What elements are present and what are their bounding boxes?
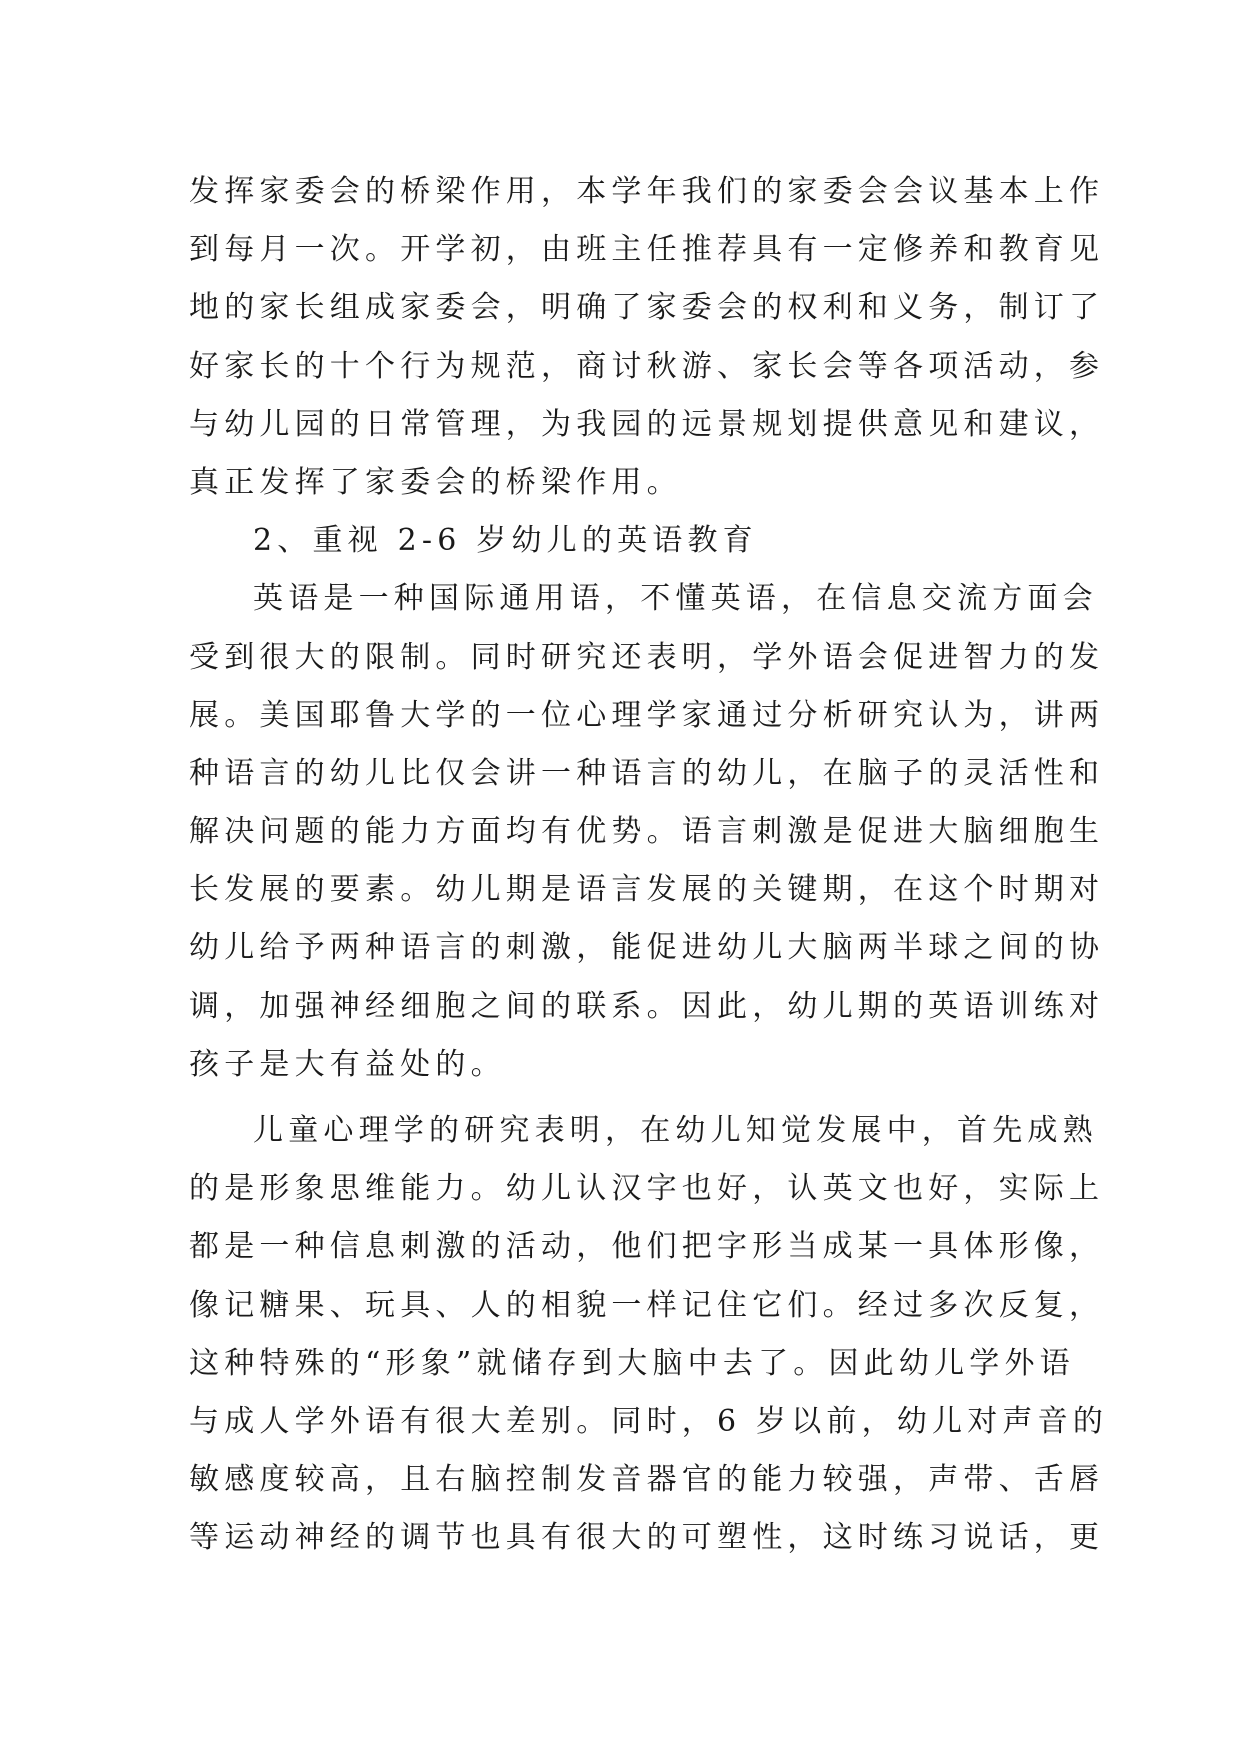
section-heading: 2、重视 2-6 岁幼儿的英语教育 (253, 523, 758, 559)
paragraph-child-psychology (189, 1102, 1109, 1568)
text-line: 英语是一种国际通用语，不懂英语，在信息交流方面会 (253, 581, 1098, 617)
text-line: 地的家长组成家委会，明确了家委会的权利和义务，制订了 (189, 290, 1105, 326)
text-line: 敏感度较高，且右脑控制发音器官的能力较强，声带、舌唇 (189, 1462, 1105, 1498)
text-line: 好家长的十个行为规范，商讨秋游、家长会等各项活动，参 (189, 348, 1105, 384)
text-line: 这种特殊的“形象”就储存到大脑中去了。因此幼儿学外语 (189, 1345, 1075, 1381)
text-line: 受到很大的限制。同时研究还表明，学外语会促进智力的发 (189, 639, 1105, 675)
paragraph-family-committee (189, 163, 1105, 512)
text-line: 的是形象思维能力。幼儿认汉字也好，认英文也好，实际上 (189, 1171, 1105, 1207)
text-line: 等运动神经的调节也具有很大的可塑性，这时练习说话，更 (189, 1520, 1105, 1556)
text-line: 发挥家委会的桥梁作用，本学年我们的家委会会议基本上作 (189, 174, 1105, 209)
text-line: 调，加强神经细胞之间的联系。因此，幼儿期的英语训练对 (189, 988, 1105, 1024)
text-line: 到每月一次。开学初，由班主任推荐具有一定修养和教育见 (189, 232, 1105, 268)
text-line: 像记糖果、玩具、人的相貌一样记住它们。经过多次反复， (189, 1287, 1105, 1323)
paragraph-english-importance (189, 570, 1105, 1094)
text-line: 长发展的要素。幼儿期是语言发展的关键期，在这个时期对 (189, 872, 1105, 908)
text-line: 与幼儿园的日常管理，为我园的远景规划提供意见和建议， (189, 406, 1105, 442)
text-line: 解决问题的能力方面均有优势。语言刺激是促进大脑细胞生 (189, 814, 1105, 850)
text-line: 都是一种信息刺激的活动，他们把字形当成某一具体形像， (189, 1229, 1105, 1265)
text-line: 儿童心理学的研究表明，在幼儿知觉发展中，首先成熟 (253, 1113, 1098, 1148)
text-line: 展。美国耶鲁大学的一位心理学家通过分析研究认为，讲两 (189, 697, 1105, 733)
text-line: 与成人学外语有很大差别。同时，6 岁以前，幼儿对声音的 (189, 1403, 1109, 1439)
text-line: 孩子是大有益处的。 (189, 1046, 506, 1082)
document-body (189, 163, 1109, 1568)
text-line: 种语言的幼儿比仅会讲一种语言的幼儿，在脑子的灵活性和 (189, 755, 1105, 791)
text-line: 真正发挥了家委会的桥梁作用。 (189, 464, 682, 500)
text-line: 幼儿给予两种语言的刺激，能促进幼儿大脑两半球之间的协 (189, 930, 1105, 966)
